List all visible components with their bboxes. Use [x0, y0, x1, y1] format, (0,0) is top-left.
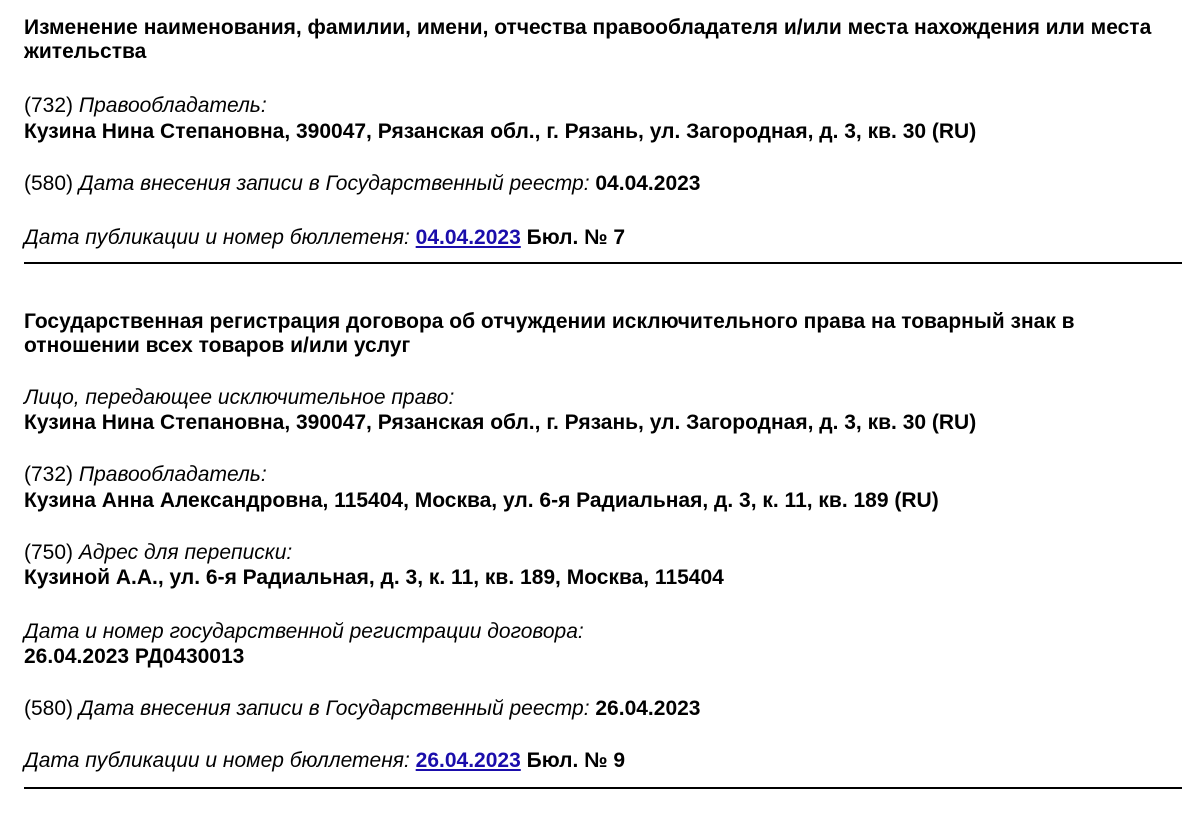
section-1-registry-code: (580) — [24, 172, 74, 195]
section-2-registry-code: (580) — [24, 697, 74, 720]
section-2-holder-code: (732) — [24, 463, 74, 486]
section-2-holder-label: Правообладатель: — [78, 463, 267, 486]
section-divider-bottom — [24, 787, 1182, 789]
section-2-holder-value: Кузина Анна Александровна, 115404, Москва, ул. 6-я Радиальная, д. 3, к. 11, кв. 189 (RU) — [24, 489, 939, 512]
section-2-contract-label-line — [24, 620, 1182, 644]
section-1-publication-label: Дата публикации и номер бюллетеня: — [24, 226, 410, 249]
section-2-publication-line — [24, 749, 1182, 773]
section-1-holder-label: Правообладатель: — [78, 94, 267, 117]
section-2-address-label: Адрес для переписки: — [78, 541, 293, 564]
section-1-publication-line — [24, 226, 1182, 250]
section-2-transferor-value: Кузина Нина Степановна, 390047, Рязанская обл., г. Рязань, ул. Загородная, д. 3, кв. 30 (RU) — [24, 411, 977, 434]
section-1-publication-date-link[interactable]: 04.04.2023 — [415, 226, 521, 249]
section-2-transferor-label-text: Лицо, передающее исключительное право: — [24, 386, 455, 409]
section-1-holder-value: Кузина Нина Степановна, 390047, Рязанская обл., г. Рязань, ул. Загородная, д. 3, кв. 30 (RU) — [24, 120, 977, 143]
section-1-title: Изменение наименования, фамилии, имени, отчества правообладателя и/или места нахождения или места жительства — [24, 16, 1152, 63]
section-1-registry-date: 04.04.2023 — [595, 172, 701, 195]
section-1-bulletin-number: Бюл. № 7 — [526, 226, 626, 249]
section-2-bulletin-number: Бюл. № 9 — [526, 749, 626, 772]
section-2-holder-label-line — [24, 463, 1182, 487]
section-2-contract-value: 26.04.2023 РД0430013 — [24, 645, 245, 668]
section-2-address-value: Кузиной А.А., ул. 6-я Радиальная, д. 3, к. 11, кв. 189, Москва, 115404 — [24, 566, 724, 589]
section-2-address-label-line — [24, 541, 1182, 565]
section-2-address-code: (750) — [24, 541, 74, 564]
section-2-registry-label: Дата внесения записи в Государственный реестр: — [78, 697, 590, 720]
section-1-registry-line — [24, 172, 1182, 196]
section-2-contract-label: Дата и номер государственной регистрации договора: — [24, 620, 584, 643]
section-1-registry-label: Дата внесения записи в Государственный реестр: — [78, 172, 590, 195]
section-1-holder-code: (732) — [24, 94, 74, 117]
section-2-publication-label: Дата публикации и номер бюллетеня: — [24, 749, 410, 772]
section-1-holder-label-line — [24, 94, 1182, 118]
section-2-publication-date-link[interactable]: 26.04.2023 — [415, 749, 521, 772]
section-2-registry-line — [24, 697, 1182, 721]
section-2-registry-date: 26.04.2023 — [595, 697, 701, 720]
section-2-transferor-label — [24, 386, 1182, 410]
section-2-title: Государственная регистрация договора об отчуждении исключительного права на товарный знак в отношении всех товаров и/или услуг — [24, 310, 1075, 357]
section-divider — [24, 262, 1182, 264]
